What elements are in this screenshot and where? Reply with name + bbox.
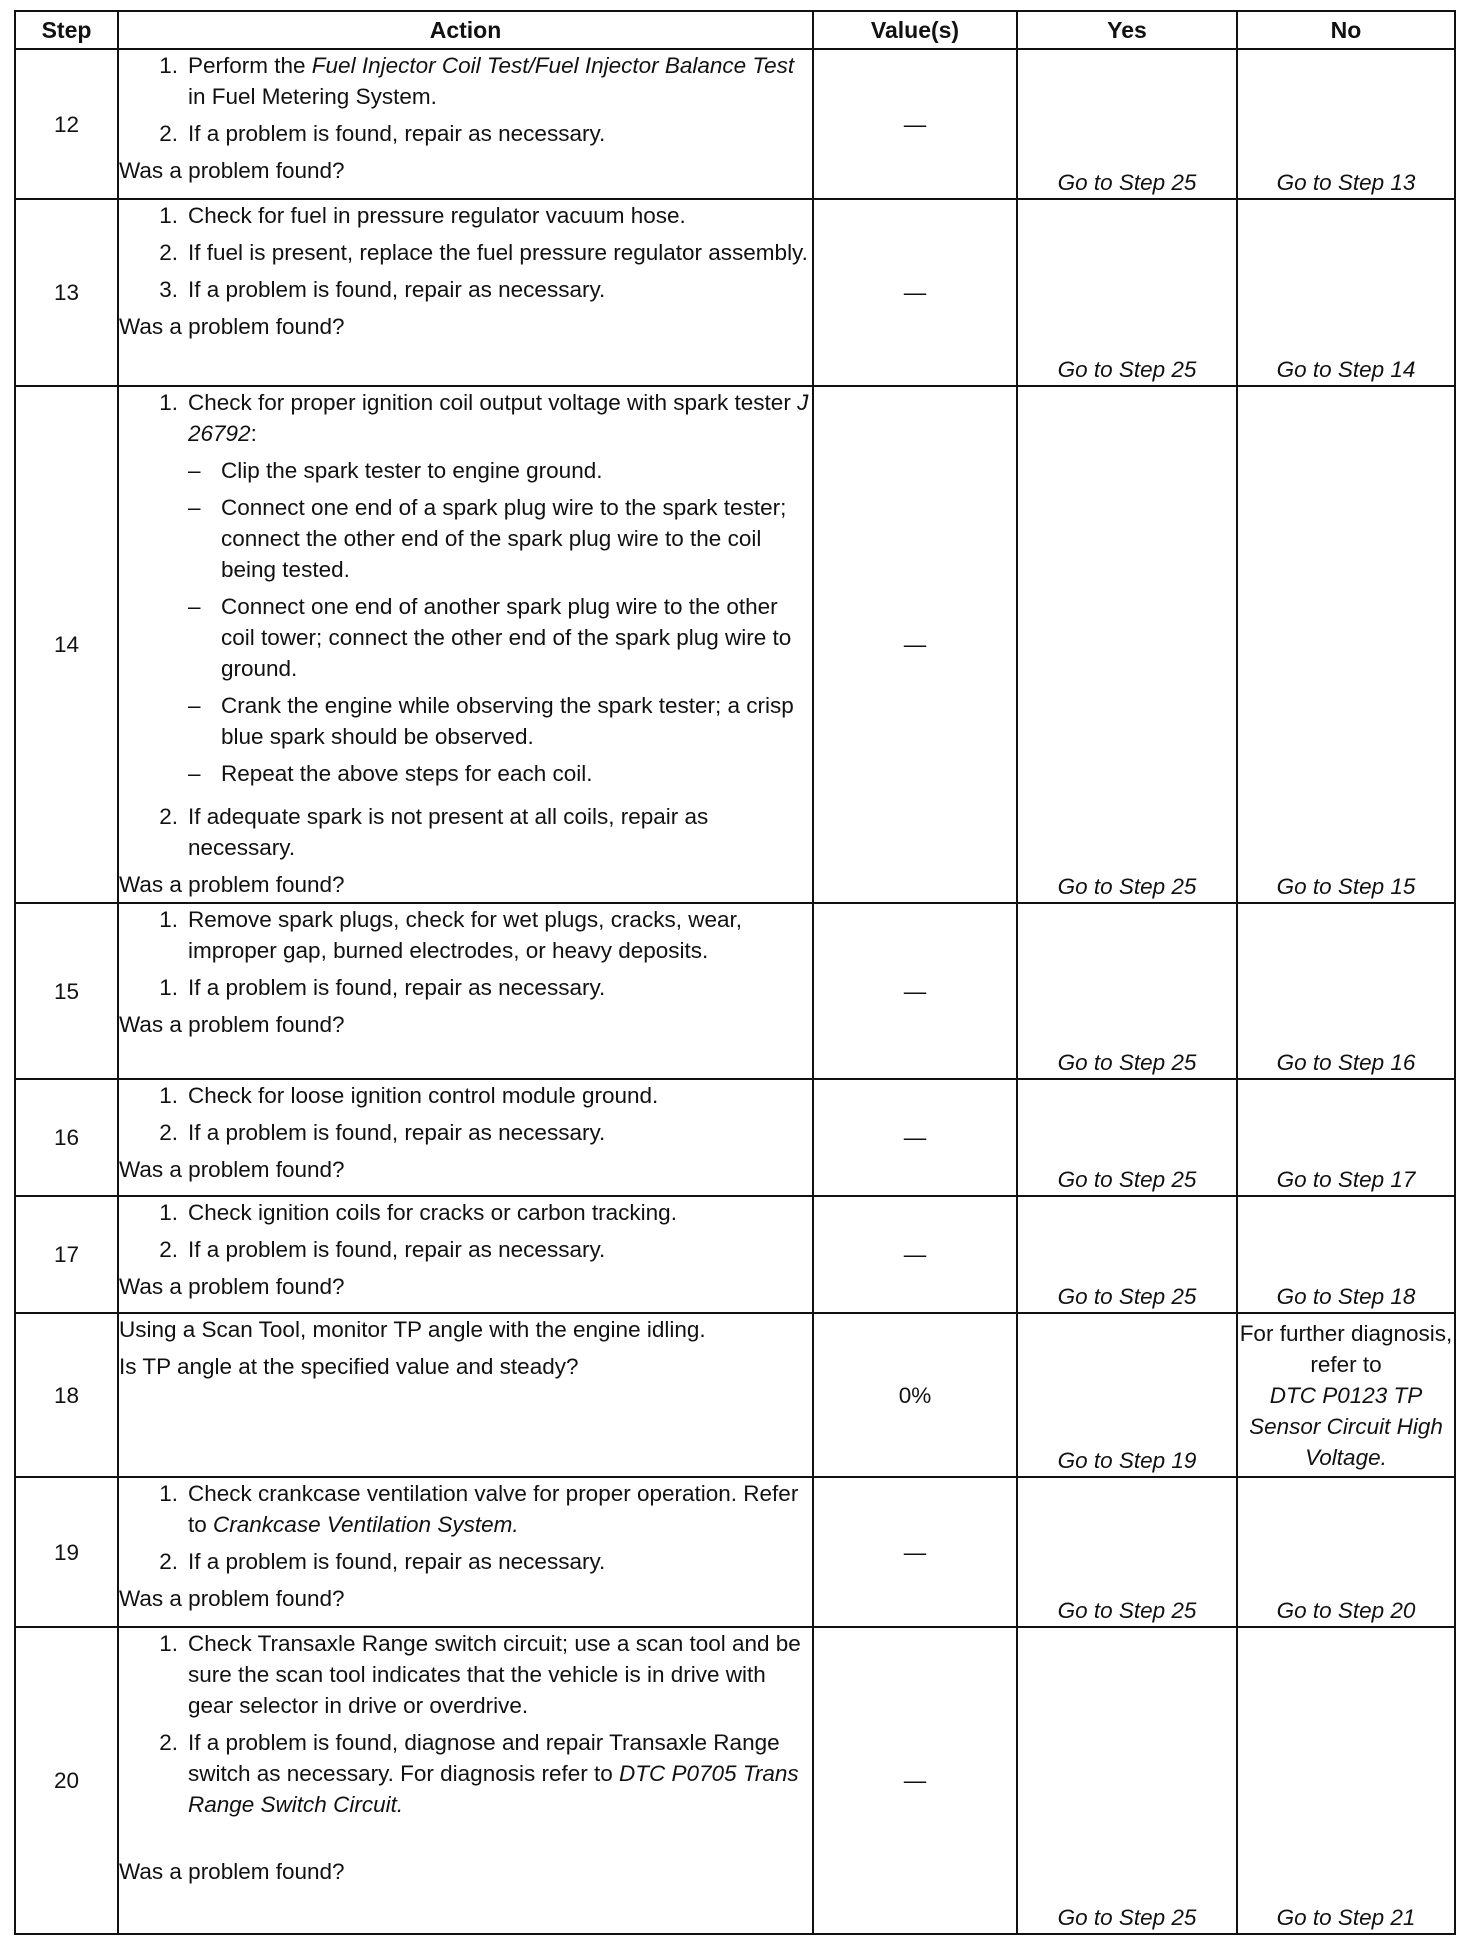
value-cell: — [813, 199, 1017, 386]
action-cell [118, 386, 813, 903]
sub-step: – Connect one end of a spark plug wire to the spark tester; connect the other end of the spark plug wire to the coil being tested. [188, 495, 787, 582]
table-row [15, 49, 1455, 199]
diagnostic-document [14, 10, 1454, 1935]
no-cell: Go to Step 21 [1237, 1627, 1455, 1934]
yes-cell: Go to Step 25 [1017, 1079, 1237, 1196]
question-text: Was a problem found? [119, 1274, 345, 1299]
value-cell: — [813, 386, 1017, 903]
value-cell: 0% [813, 1313, 1017, 1477]
step-number: 20 [15, 1627, 118, 1934]
no-cell: Go to Step 13 [1237, 49, 1455, 199]
step-number: 17 [15, 1196, 118, 1313]
step-number: 15 [15, 903, 118, 1079]
action-item: 1. Check ignition coils for cracks or carbon tracking. [159, 1200, 677, 1225]
action-item: 2. If a problem is found, repair as necessary. [159, 1120, 606, 1145]
step-number: 13 [15, 199, 118, 386]
yes-cell: Go to Step 25 [1017, 1477, 1237, 1627]
sub-step: – Clip the spark tester to engine ground. [188, 458, 603, 483]
action-cell [118, 1627, 813, 1934]
yes-cell: Go to Step 25 [1017, 49, 1237, 199]
no-cell: Go to Step 18 [1237, 1196, 1455, 1313]
value-cell: — [813, 1477, 1017, 1627]
question-text: Was a problem found? [119, 314, 345, 339]
action-item: 3. If a problem is found, repair as necessary. [159, 277, 606, 302]
question-text: Was a problem found? [119, 872, 345, 897]
action-item: 1. Check Transaxle Range switch circuit; use a scan tool and be sure the scan tool indicates that the vehicle is in drive with gear selector in drive or overdrive. [159, 1631, 801, 1718]
table-row [15, 1313, 1455, 1477]
no-cell [1237, 1313, 1455, 1477]
yes-cell: Go to Step 19 [1017, 1313, 1237, 1477]
table-row [15, 1196, 1455, 1313]
table-row [15, 1627, 1455, 1934]
sub-step: – Repeat the above steps for each coil. [188, 761, 593, 786]
header-no: No [1237, 11, 1455, 49]
step-number: 12 [15, 49, 118, 199]
dtc-reference: DTC P0123 TP Sensor Circuit High Voltage. [1249, 1382, 1443, 1470]
yes-cell: Go to Step 25 [1017, 903, 1237, 1079]
yes-cell: Go to Step 25 [1017, 199, 1237, 386]
action-item: 1. Perform the Fuel Injector Coil Test/Fuel Injector Balance Test in Fuel Metering System. [159, 53, 795, 109]
action-cell [118, 49, 813, 199]
value-cell: — [813, 1196, 1017, 1313]
action-item: 1. Check for proper ignition coil output voltage with spark tester J 26792: – Clip the spark tester to engine ground. – Connect one end of a spark plug wire to the spark tester; connect the other end of the spark plug wire to the coil being tested. – Connect one end of another spark plug wire to the other coil tower; connect the other end of the spark plug wire to ground. – Crank the engine while observing the spark tester; a crisp blue spark should be observed. – Repeat the above steps for each coil. [119, 387, 812, 795]
no-cell: Go to Step 17 [1237, 1079, 1455, 1196]
yes-cell: Go to Step 25 [1017, 1196, 1237, 1313]
diagnostic-table [14, 10, 1456, 1935]
action-cell [118, 1477, 813, 1627]
no-cell: Go to Step 15 [1237, 386, 1455, 903]
action-cell [118, 903, 813, 1079]
table-row [15, 1079, 1455, 1196]
question-text: Was a problem found? [119, 1157, 345, 1182]
sub-steps [188, 455, 812, 789]
yes-cell: Go to Step 25 [1017, 386, 1237, 903]
step-number: 18 [15, 1313, 118, 1477]
header-yes: Yes [1017, 11, 1237, 49]
sub-step: – Connect one end of another spark plug wire to the other coil tower; connect the other end of the spark plug wire to ground. [188, 594, 792, 681]
step-number: 14 [15, 386, 118, 903]
action-item: 2. If fuel is present, replace the fuel pressure regulator assembly. [159, 240, 808, 265]
value-cell: — [813, 1627, 1017, 1934]
table-row [15, 199, 1455, 386]
header-action: Action [118, 11, 813, 49]
value-cell: — [813, 903, 1017, 1079]
header-step: Step [15, 11, 118, 49]
action-cell [118, 1079, 813, 1196]
action-cell [118, 199, 813, 386]
question-text: Is TP angle at the specified value and steady? [119, 1354, 579, 1379]
header-values: Value(s) [813, 11, 1017, 49]
value-cell: — [813, 1079, 1017, 1196]
table-row [15, 1477, 1455, 1627]
table-row [15, 903, 1455, 1079]
action-item: 2. If a problem is found, repair as necessary. [159, 121, 606, 146]
question-text: Was a problem found? [119, 1859, 345, 1884]
table-row [15, 386, 1455, 903]
sub-step: – Crank the engine while observing the spark tester; a crisp blue spark should be observed. [188, 693, 794, 749]
no-cell: Go to Step 14 [1237, 199, 1455, 386]
step-number: 16 [15, 1079, 118, 1196]
action-item: 2. If adequate spark is not present at all coils, repair as necessary. [159, 804, 709, 860]
action-text: Using a Scan Tool, monitor TP angle with the engine idling. [119, 1317, 706, 1342]
action-cell [118, 1196, 813, 1313]
action-item: 2. If a problem is found, repair as necessary. [159, 1237, 606, 1262]
action-item: 1. Check for loose ignition control module ground. [159, 1083, 659, 1108]
action-item: 1. Check for fuel in pressure regulator vacuum hose. [159, 203, 686, 228]
action-cell [118, 1313, 813, 1477]
action-item: 1. Check crankcase ventilation valve for proper operation. Refer to Crankcase Ventilation System. [159, 1481, 799, 1537]
no-cell-text: For further diagnosis, refer to [1239, 1320, 1453, 1377]
action-item: 2. If a problem is found, diagnose and repair Transaxle Range switch as necessary. For diagnosis refer to DTC P0705 Trans Range Switch Circuit. [159, 1730, 799, 1817]
question-text: Was a problem found? [119, 1586, 345, 1611]
header-row [15, 11, 1455, 49]
action-item: 2. If a problem is found, repair as necessary. [159, 1549, 606, 1574]
question-text: Was a problem found? [119, 158, 345, 183]
question-text: Was a problem found? [119, 1012, 345, 1037]
step-number: 19 [15, 1477, 118, 1627]
yes-cell: Go to Step 25 [1017, 1627, 1237, 1934]
no-cell: Go to Step 16 [1237, 903, 1455, 1079]
value-cell: — [813, 49, 1017, 199]
no-cell: Go to Step 20 [1237, 1477, 1455, 1627]
action-item: 1. If a problem is found, repair as necessary. [159, 975, 606, 1000]
action-item: 1. Remove spark plugs, check for wet plugs, cracks, wear, improper gap, burned electrodes, or heavy deposits. [159, 907, 742, 963]
